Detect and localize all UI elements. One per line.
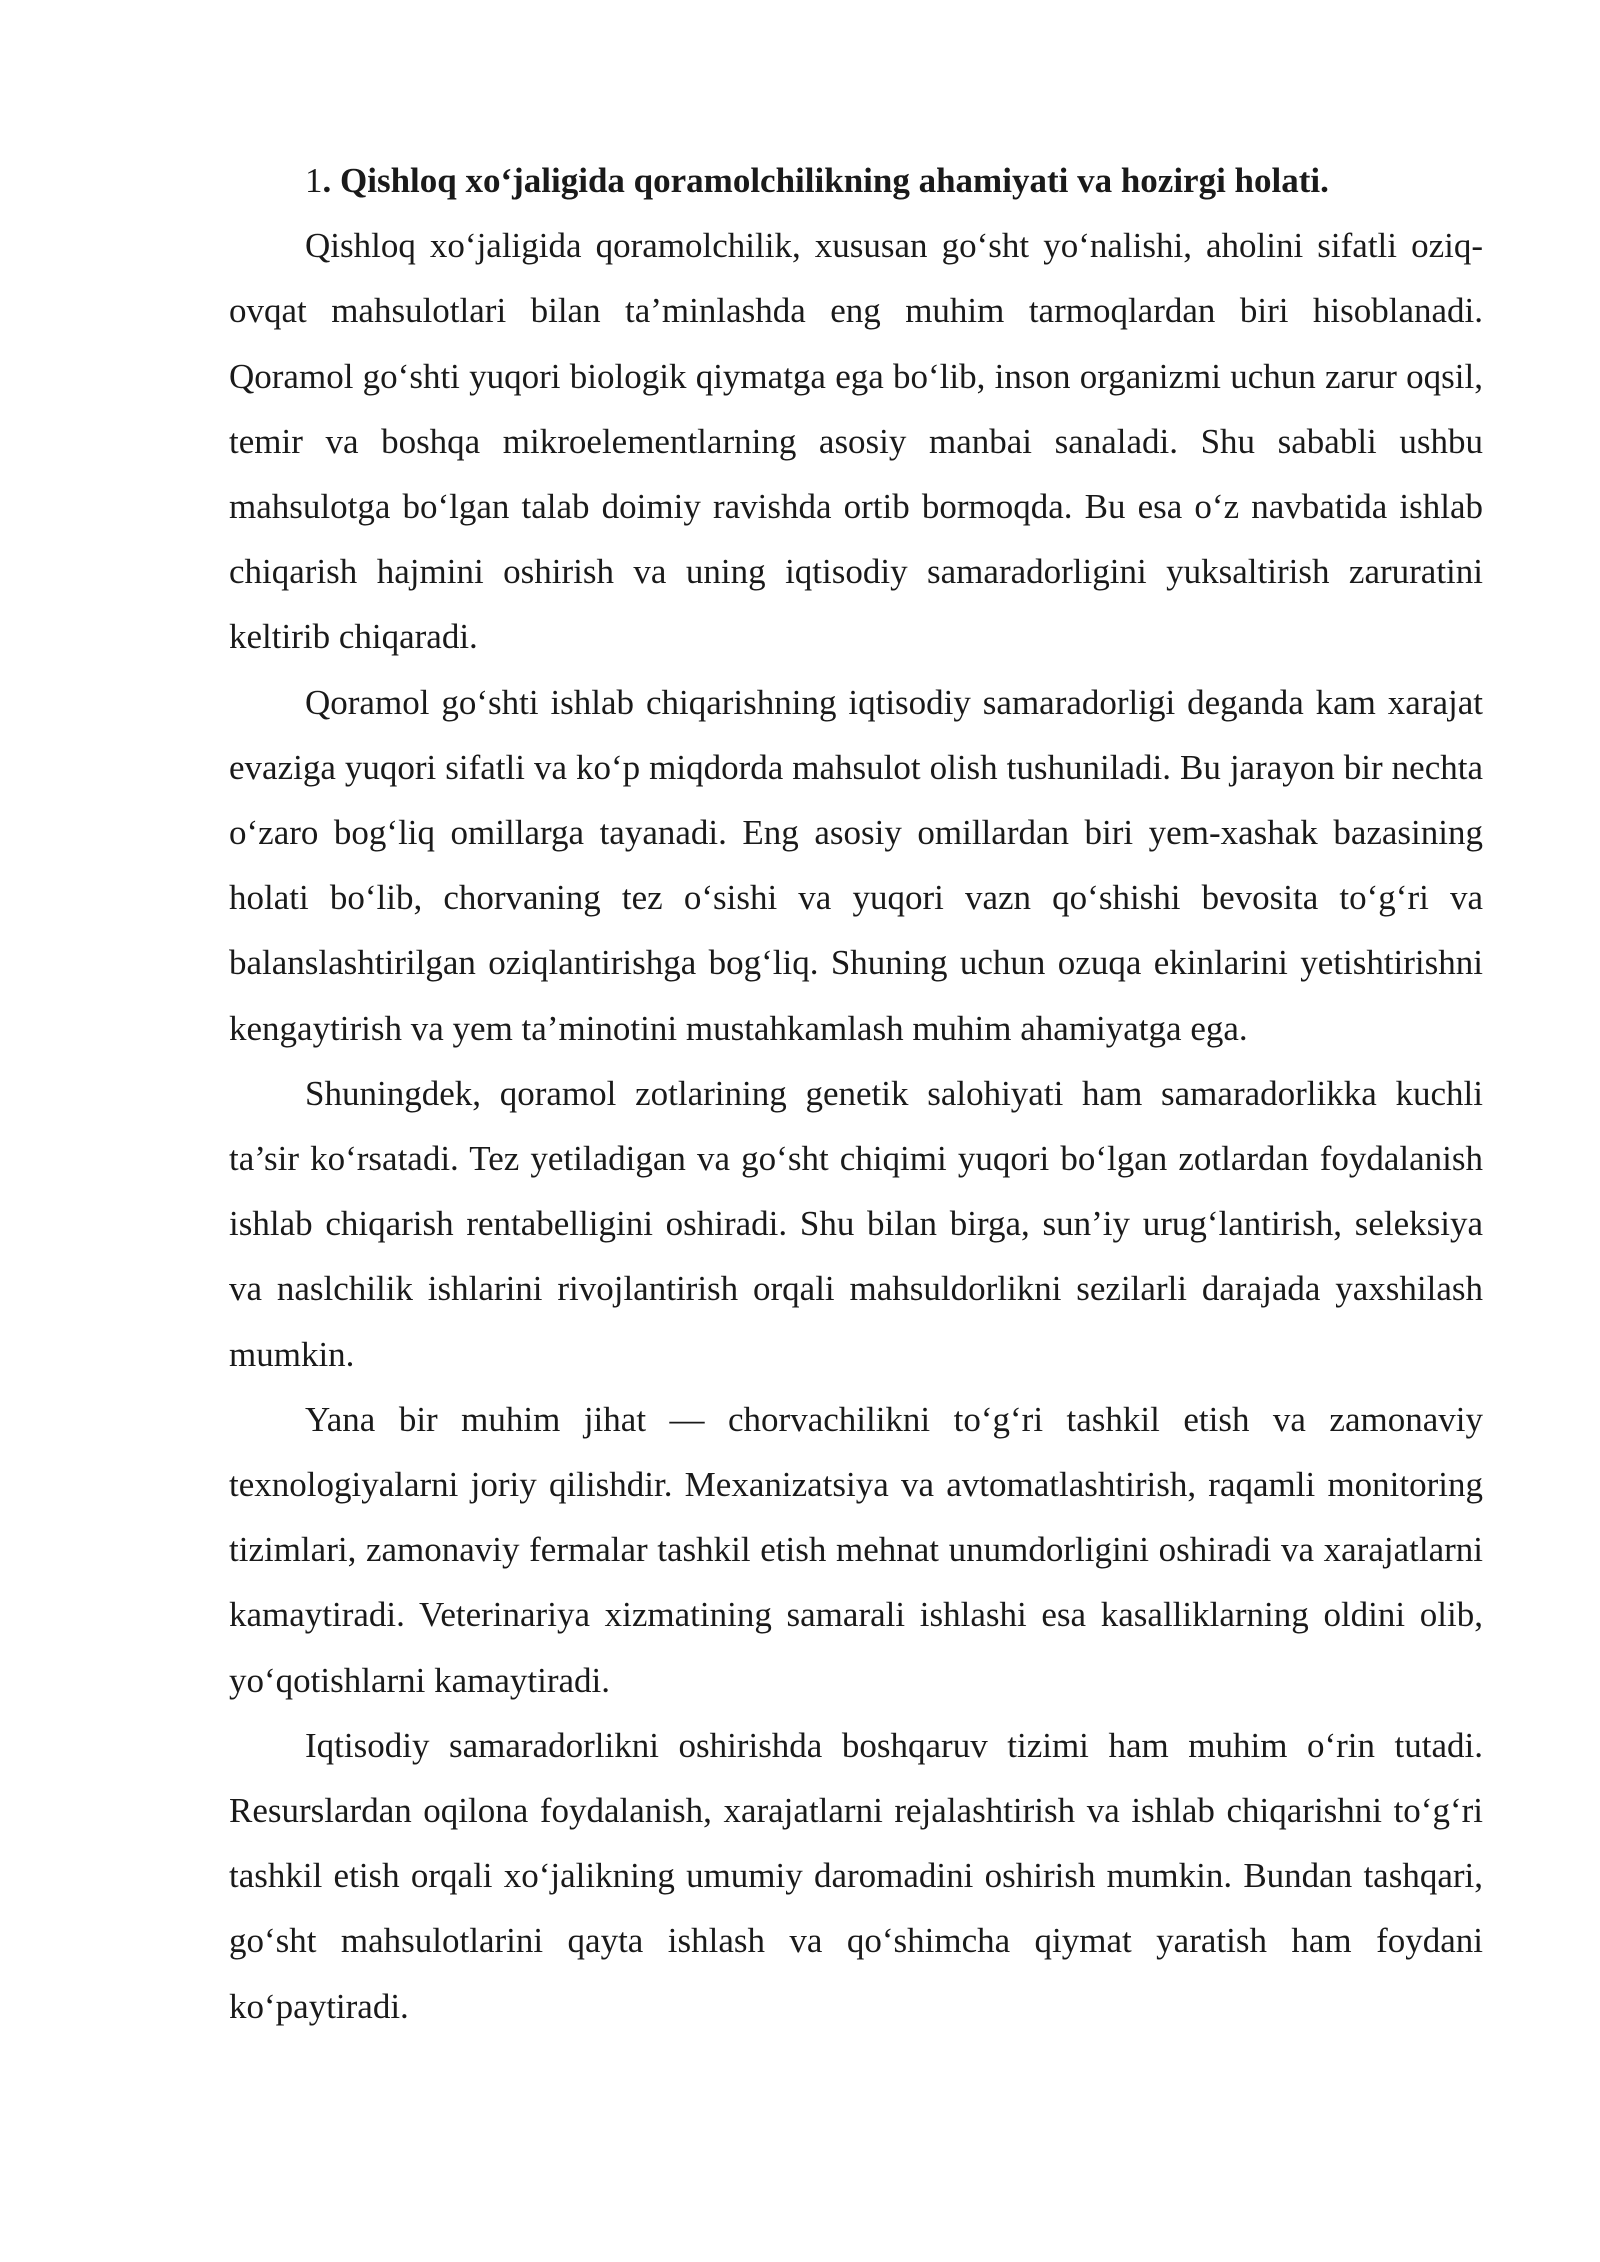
section-number: 1: [305, 161, 323, 200]
paragraph-1: Qishloq xo‘jaligida qoramolchilik, xususan go‘sht yo‘nalishi, aholini sifatli oziq-ovqat mahsulotlari bilan ta’minlashda eng muhim tarmoqlardan biri hisoblanadi. Qoramol go‘shti yuqori biologik qiymatga ega bo‘lib, inson organizmi uchun zarur oqsil, temir va boshqa mikroelementlarning asosiy manbai sanaladi. Shu sababli ushbu mahsulotga bo‘lgan talab doimiy ravishda ortib bormoqda. Bu esa o‘z navbatida ishlab chiqarish hajmini oshirish va uning iqtisodiy samaradorligini yuksaltirish zaruratini keltirib chiqaradi.: [229, 226, 1483, 657]
section-heading: [229, 148, 1483, 213]
document-body: [229, 148, 1483, 2039]
paragraph-2: Qoramol go‘shti ishlab chiqarishning iqtisodiy samaradorligi deganda kam xarajat evaziga yuqori sifatli va ko‘p miqdorda mahsulot olish tushuniladi. Bu jarayon bir nechta o‘zaro bog‘liq omillarga tayanadi. Eng asosiy omillardan biri yem-xashak bazasining holati bo‘lib, chorvaning tez o‘sishi va yuqori vazn qo‘shishi bevosita to‘g‘ri va balanslashtirilgan oziqlantirishga bog‘liq. Shuning uchun ozuqa ekinlarini yetishtirishni kengaytirish va yem ta’minotini mustahkamlash muhim ahamiyatga ega.: [229, 682, 1483, 1048]
paragraph-5: Iqtisodiy samaradorlikni oshirishda boshqaruv tizimi ham muhim o‘rin tutadi. Resurslardan oqilona foydalanish, xarajatlarni rejalashtirish va ishlab chiqarishni to‘g‘ri tashkil etish orqali xo‘jalikning umumiy daromadini oshirish mumkin. Bundan tashqari, go‘sht mahsulotlarini qayta ishlash va qo‘shimcha qiymat yaratish ham foydani ko‘paytiradi.: [229, 1725, 1483, 2026]
paragraph-4: Yana bir muhim jihat — chorvachilikni to‘g‘ri tashkil etish va zamonaviy texnologiyalarni joriy qilishdir. Mexanizatsiya va avtomatlashtirish, raqamli monitoring tizimlari, zamonaviy fermalar tashkil etish mehnat unumdorligini oshiradi va xarajatlarni kamaytiradi. Veterinariya xizmatining samarali ishlashi esa kasalliklarning oldini olib, yo‘qotishlarni kamaytiradi.: [229, 1399, 1483, 1700]
paragraph-3: Shuningdek, qoramol zotlarining genetik salohiyati ham samaradorlikka kuchli ta’sir ko‘rsatadi. Tez yetiladigan va go‘sht chiqimi yuqori bo‘lgan zotlardan foydalanish ishlab chiqarish rentabelligini oshiradi. Shu bilan birga, sun’iy urug‘lantirish, seleksiya va naslchilik ishlarini rivojlantirish orqali mahsuldorlikni sezilarli darajada yaxshilash mumkin.: [229, 1073, 1483, 1374]
section-title: . Qishloq xo‘jaligida qoramolchilikning ahamiyati va hozirgi holati.: [322, 161, 1329, 200]
